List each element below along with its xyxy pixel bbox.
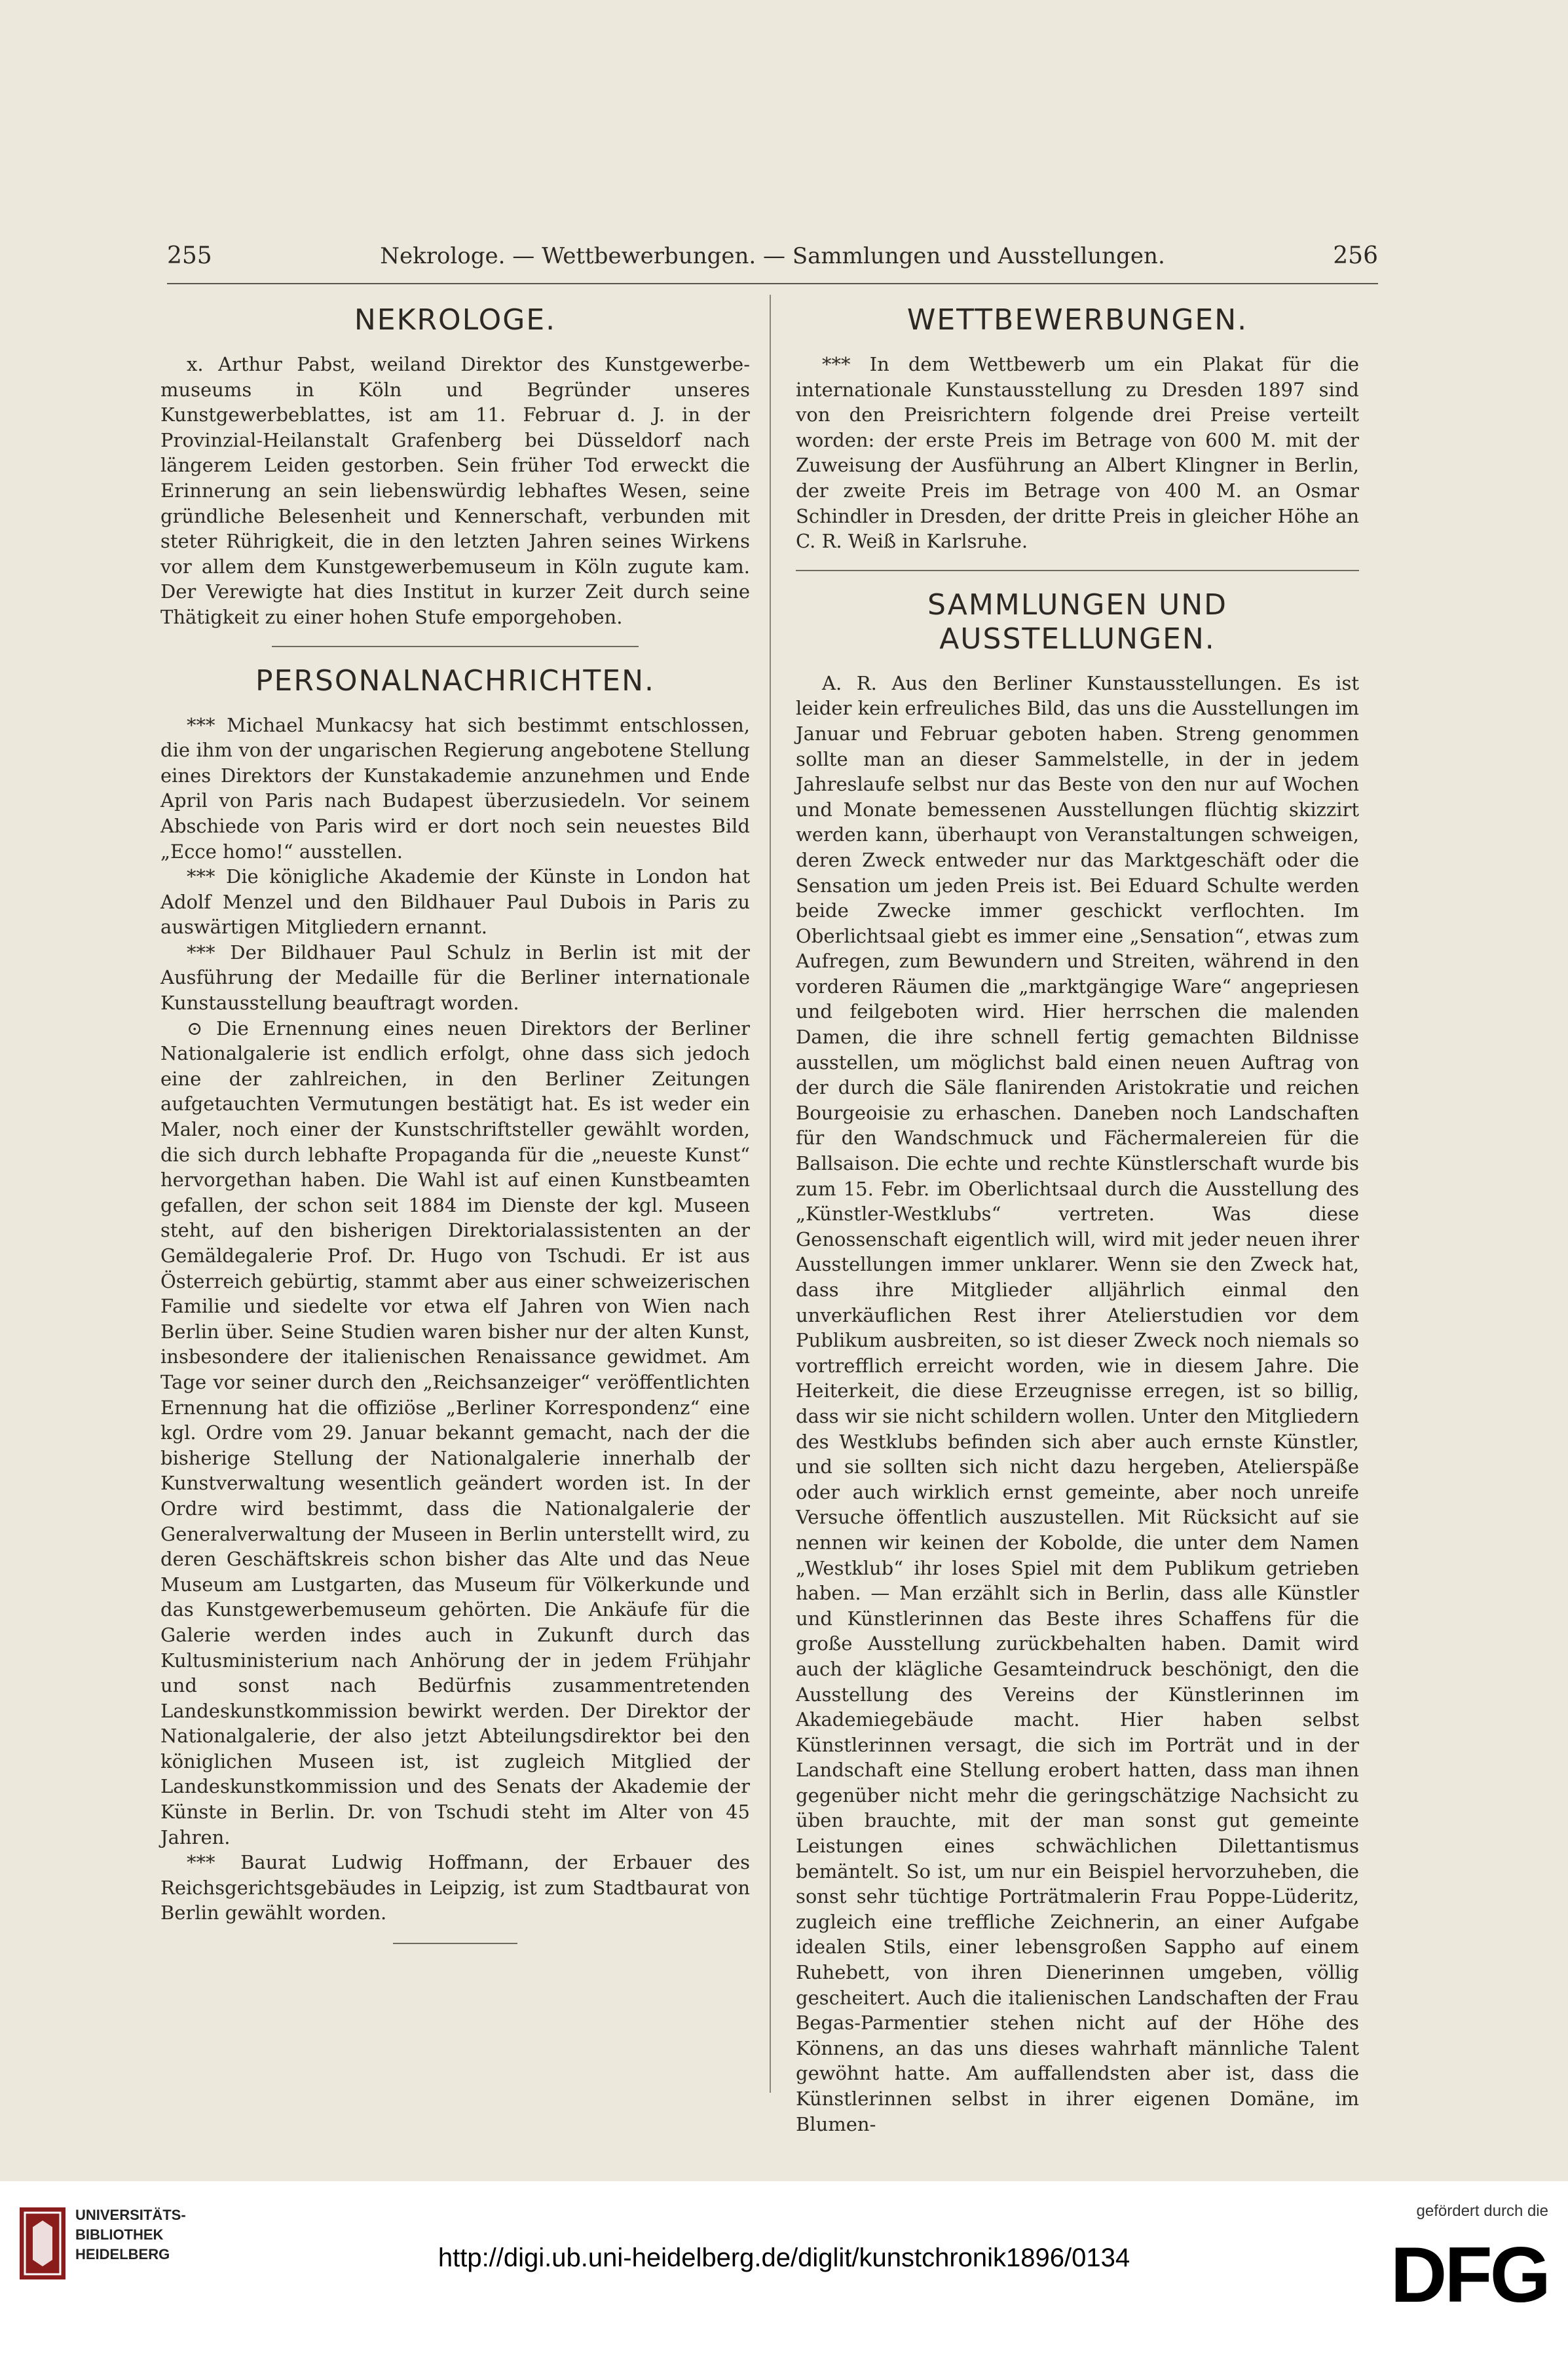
digitization-footer <box>0 2181 1568 2362</box>
end-rule <box>393 1943 517 1944</box>
page-header <box>167 233 1378 279</box>
institution-line-1: UNIVERSITÄTS- <box>75 2207 186 2223</box>
paragraph-nationalgalerie: ⊙ Die Ernennung eines neuen Direktors der Berliner Nationalgalerie ist endlich erfolgt, ohne dass sich jedoch eine der zahlreichen, in den Berliner Zeitungen aufgetauchten Vermutungen bestätigt hat. Es ist weder ein Maler, noch einer der Kunstschriftsteller gewählt worden, die sich durch lebhafte Propaganda für die „neueste Kunst“ hervorgethan haben. Die Wahl ist auf einen Kunstbeamten gefallen, der schon seit 1884 im Dienste der kgl. Museen steht, auf den bisherigen Direktorialassistenten an der Gemäldegalerie Prof. Dr. Hugo von Tschudi. Er ist aus Österreich gebürtig, stammt aber aus einer schweizerischen Familie und siedelte vor etwa elf Jahren von Wien nach Berlin über. Seine Studien waren bisher nur der alten Kunst, insbesondere der italienischen Renaissance gewidmet. Am Tage vor seiner durch den „Reichsanzeiger“ veröffentlichten Ernennung hat die offiziöse „Berliner Korrespondenz“ eine kgl. Ordre vom 29. Januar bekannt gemacht, nach der die bisherige Stellung der Nationalgalerie innerhalb der Kunstverwaltung wesentlich geändert worden ist. In der Ordre wird bestimmt, dass die Nationalgalerie der Generalverwaltung der Museen in Berlin unterstellt wird, zu deren Geschäftskreis schon bisher das Alte und das Neue Museum am Lustgarten, das Museum für Völkerkunde und das Kunstgewerbemuseum gehörten. Die Ankäufe für die Galerie werden indes auch in Zukunft durch das Kultusministerium nach Anhörung der in jedem Frühjahr und sonst nach Bedürfnis zusammentretenden Landeskunstkommission bewirkt werden. Der Direktor der Nationalgalerie, der also jetzt Abteilungsdirektor bei den königlichen Museen ist, ist zugleich Mitglied der Landeskunstkommission und des Senats der Akademie der Künste in Berlin. Dr. von Tschudi steht im Alter von 45 Jahren. <box>160 1017 750 1848</box>
source-url-link[interactable]: http://digi.ub.uni-heidelberg.de/diglit/kunstchronik1896/0134 <box>438 2243 1130 2272</box>
funding-text: gefördert durch die <box>1416 2202 1548 2220</box>
institution-line-2: BIBLIOTHEK <box>75 2226 164 2243</box>
paragraph-munkacsy: *** Michael Munkacsy hat sich bestimmt entschlossen, die ihm von der ungarischen Regierung angebotene Stellung eines Direktors der Kunstakademie anzunehmen und Ende April von Paris nach Budapest überzusiedeln. Vor seinem Abschiede von Paris wird er dort noch sein neuestes Bild „Ecce homo!“ ausstellen. <box>160 713 750 863</box>
paragraph-akademie-london: *** Die königliche Akademie der Künste in London hat Adolf Menzel und den Bildhauer Paul Dubois in Paris zu auswärtigen Mitgliedern ernannt. <box>160 865 750 939</box>
paragraph-pabst: x. Arthur Pabst, weiland Direktor des Kunstgewerbe-museums in Köln und Begründer unseres Kunstgewerbeblattes, ist am 11. Februar d. J. in der Provinzial-Heilanstalt Grafenberg bei Düsseldorf nach längerem Leiden gestorben. Sein früher Tod erweckt die Erinnerung an sein liebenswürdig lebhaftes Wesen, seine gründliche Belesenheit und Kennerschaft, verbunden mit steter Rührigkeit, die in den letzten Jahren seines Wirkens vor allem dem Kunstgewerbemuseum in Köln zugute kam. Der Verewigte hat dies Institut in kurzer Zeit durch seine Thätigkeit zu einer hohen Stufe emporgehoben. <box>160 353 750 628</box>
left-column <box>160 291 750 1944</box>
section-divider-right <box>796 570 1359 571</box>
right-column <box>770 291 1359 2137</box>
paragraph-hoffmann: *** Baurat Ludwig Hoffmann, der Erbauer des Reichsgerichtsgebäudes in Leipzig, ist zum Stadtbaurat von Berlin gewählt worden. <box>160 1851 750 1924</box>
header-rule <box>167 283 1378 284</box>
paragraph-ausstellungen: A. R. Aus den Berliner Kunstausstellungen. Es ist leider kein erfreuliches Bild, das uns die Ausstellungen im Januar und Februar geboten haben. Streng genommen sollte man an dieser Sammelstelle, in der in jedem Jahreslaufe selbst nur das Beste von den nur auf Wochen und Monate bemessenen Ausstellungen flüchtig skizzirt werden kann, überhaupt von Veranstaltungen schweigen, deren Zweck entweder nur das Marktgeschäft oder die Sensation um jeden Preis ist. Bei Eduard Schulte werden beide Zwecke immer geschickt verflochten. Im Oberlichtsaal giebt es immer eine „Sensation“, etwas zum Aufregen, zum Bewundern und Streiten, während in den vorderen Räumen die „marktgängige Ware“ angepriesen und feilgeboten wird. Hier herrschen die malenden Damen, die ihre schnell fertig gemachten Bildnisse ausstellen, um möglichst bald einen neuen Auftrag von der durch die Säle flanirenden Aristokratie und reichen Bourgeoisie zu erhaschen. Daneben noch Landschaften für den Wandschmuck und Fächermalereien für die Ballsaison. Die echte und rechte Künstlerschaft wurde bis zum 15. Febr. im Oberlichtsaal durch die Ausstellung des „Künstler-Westklubs“ vertreten. Was diese Genossenschaft eigentlich will, wird mit jeder neuen ihrer Ausstellungen immer unklarer. Wenn sie den Zweck hat, dass ihre Mitglieder alljährlich einmal den unverkäuflichen Rest ihrer Atelierstudien vor dem Publikum ausbreiten, so ist dieser Zweck noch niemals so vortrefflich erreicht worden, wie in diesem Jahre. Die Heiterkeit, die diese Erzeugnisse erregen, ist so billig, dass wir sie nicht schildern wollen. Unter den Mitgliedern des Westklubs befinden sich aber auch ernste Künstler, und sie sollten sich nicht dazu hergeben, Atelierspäße oder auch wirklich ernst gemeinte, aber noch unreife Versuche öffentlich auszustellen. Mit Rücksicht auf sie nennen wir keinen der Kobolde, die unter dem Namen „Westklub“ ihr loses Spiel mit dem Publikum getrieben haben. — Man erzählt sich in Berlin, dass alle Künstler und Künstlerinnen das Beste ihres Schaffens für die große Ausstellung zurückbehalten haben. Damit wird auch der klägliche Gesamteindruck beschönigt, den die Ausstellung des Vereins der Künstlerinnen im Akademiegebäude macht. Hier haben selbst Künstlerinnen versagt, die sich im Porträt und in der Landschaft eine Stellung erobert hatten, dass man ihnen gegenüber nicht mehr die geringschätzige Nachsicht zu üben brauchte, mit der man sonst gut gemeinte Leistungen eines schwächlichen Dilettantismus bemäntelt. So ist, um nur ein Beispiel hervorzuheben, die sonst sehr tüchtige Porträtmalerin Frau Poppe-Lüderitz, zugleich eine treffliche Zeichnerin, an einer Aufgabe idealen Stils, einer lebensgroßen Sappho auf einem Ruhebett, von ihren Dienerinnen umgeben, völlig gescheitert. Auch die italienischen Landschaften der Frau Begas-Parmentier stehen nicht auf der Höhe des Könnens, an das uns dieses wahrhaft männliche Talent gewöhnt hatte. Am auffallendsten aber ist, dass die Künstlerinnen selbst in ihrer eigenen Domäne, im Blumen- <box>796 671 1359 2135</box>
heading-personalnachrichten: PERSONALNACHRICHTEN. <box>255 664 655 698</box>
paragraph-schulz: *** Der Bildhauer Paul Schulz in Berlin ist mit der Ausführung der Medaille für die Berliner internationale Kunstausstellung beauftragt worden. <box>160 941 750 1015</box>
heading-wettbewerbungen: WETTBEWERBUNGEN. <box>906 303 1248 337</box>
right-page-number: 256 <box>1333 242 1378 269</box>
heading-sammlungen: SAMMLUNGEN UND AUSSTELLUNGEN. <box>927 588 1227 656</box>
left-page-number: 255 <box>167 242 212 269</box>
running-title: Nekrologe. — Wettbewerbungen. — Sammlungen und Ausstellungen. <box>380 243 1165 269</box>
paragraph-plakat: *** In dem Wettbewerb um ein Plakat für die internationale Kunstausstellung zu Dresden 1897 sind von den Preisrichtern folgende drei Preise verteilt worden: der erste Preis im Betrage von 600 M. mit der Zuweisung der Ausführung an Albert Klingner in Berlin, der zweite Preis im Betrage von 400 M. an Osmar Schindler in Dresden, der dritte Preis in gleicher Höhe an C. R. Weiß in Karlsruhe. <box>796 353 1359 553</box>
dfg-logo: DFG <box>1390 2231 1548 2319</box>
institution-line-3: HEIDELBERG <box>75 2246 170 2262</box>
section-divider <box>272 646 639 647</box>
heading-nekrologe: NEKROLOGE. <box>354 303 557 337</box>
